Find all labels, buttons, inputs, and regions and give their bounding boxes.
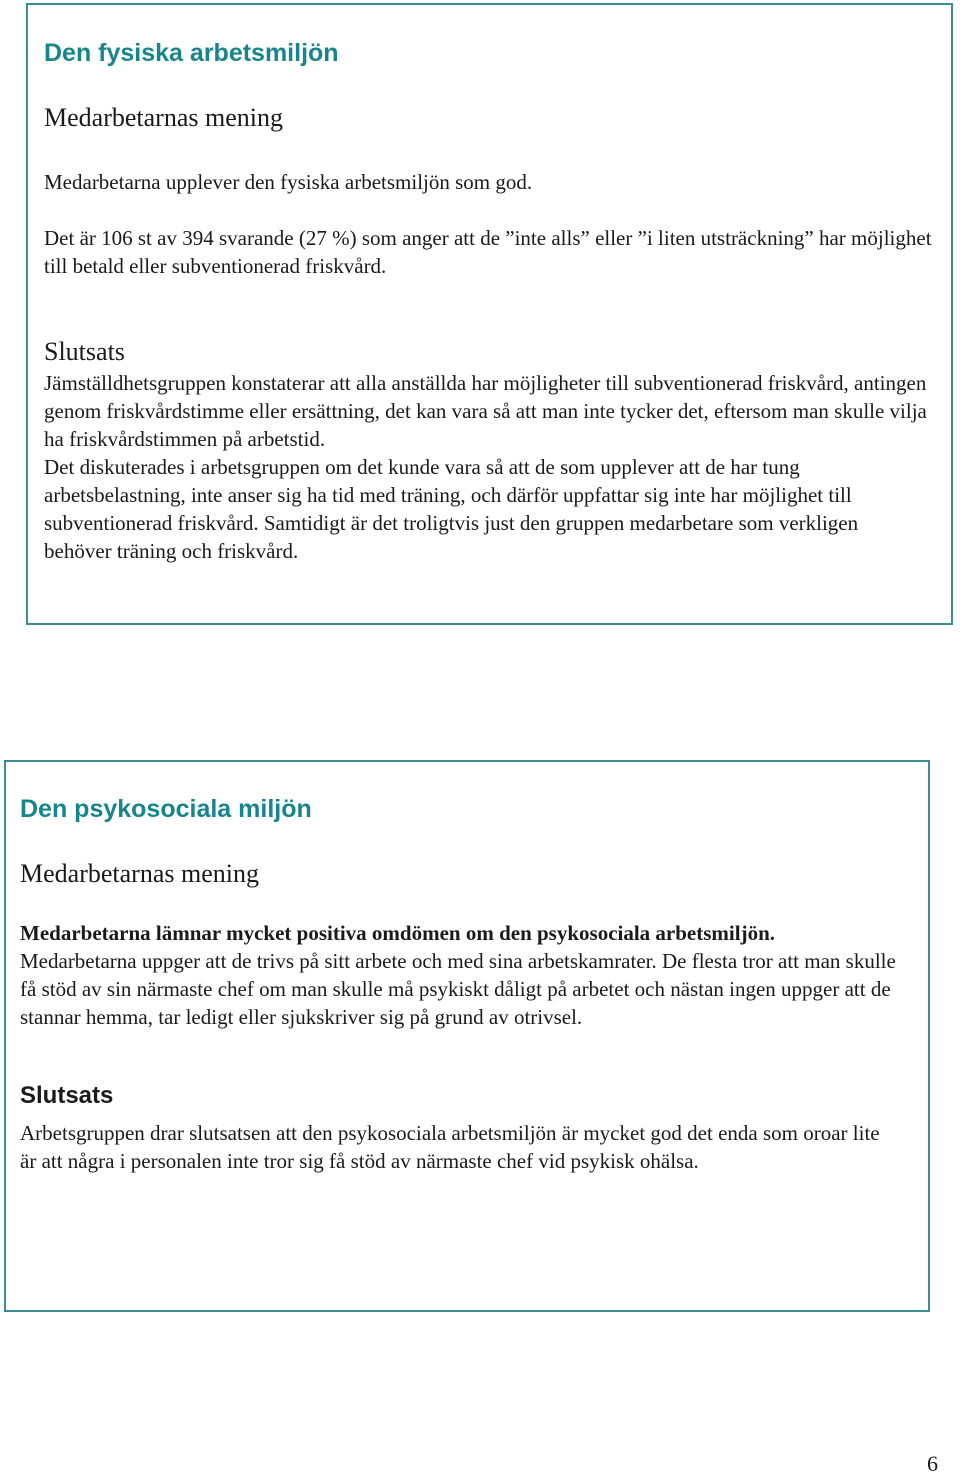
section-subheading: Medarbetarnas mening — [20, 859, 259, 888]
page-number: 6 — [927, 1451, 938, 1476]
section-psychosocial-environment — [4, 760, 930, 1312]
section-title: Den psykosociala miljön — [20, 795, 312, 823]
conclusion-paragraph-2: Det diskuterades i arbetsgruppen om det kunde vara så att de som upplever att de har tung arbetsbelastning, inte anser sig ha tid med träning, och därför uppfattar sig inte har möjlighet till subventionerad friskvård. Samtidigt är det troligtvis just den gruppen medarbetare som verkligen behöver träning och friskvård. — [44, 455, 859, 563]
bold-statement: Medarbetarna lämnar mycket positiva omdömen om den psykosociala arbetsmiljön. — [20, 921, 776, 945]
stat-text: Det är 106 st av 394 svarande (27 %) som anger att de ”inte alls” eller ”i liten utsträckning” har möjlighet till betald eller subventionerad friskvård. — [44, 226, 932, 278]
section-title: Den fysiska arbetsmiljön — [44, 39, 339, 67]
conclusion-heading: Slutsats — [44, 337, 125, 366]
conclusion-heading: Slutsats — [20, 1082, 114, 1109]
intro-text: Medarbetarna upplever den fysiska arbetsmiljön som god. — [44, 170, 533, 194]
body-text: Medarbetarna uppger att de trivs på sitt arbete och med sina arbetskamrater. De flesta tror att man skulle få stöd av sin närmaste chef om man skulle må psykiskt dåligt på arbetet och nästan ingen uppger att de stannar hemma, tar ledigt eller sjukskriver sig på grund av otrivsel. — [20, 949, 896, 1029]
section-physical-environment — [26, 3, 953, 625]
conclusion-text: Arbetsgruppen drar slutsatsen att den psykosociala arbetsmiljön är mycket god det enda som oroar lite är att några i personalen inte tror sig få stöd av närmaste chef vid psykisk ohälsa. — [20, 1121, 880, 1173]
conclusion-paragraph-1: Jämställdhetsgruppen konstaterar att alla anställda har möjligheter till subventionerad friskvård, antingen genom friskvårdstimme eller ersättning, det kan vara så att man inte tycker det, eftersom man skulle vilja ha friskvårdstimmen på arbetstid. — [44, 371, 927, 451]
section-subheading: Medarbetarnas mening — [44, 103, 283, 132]
